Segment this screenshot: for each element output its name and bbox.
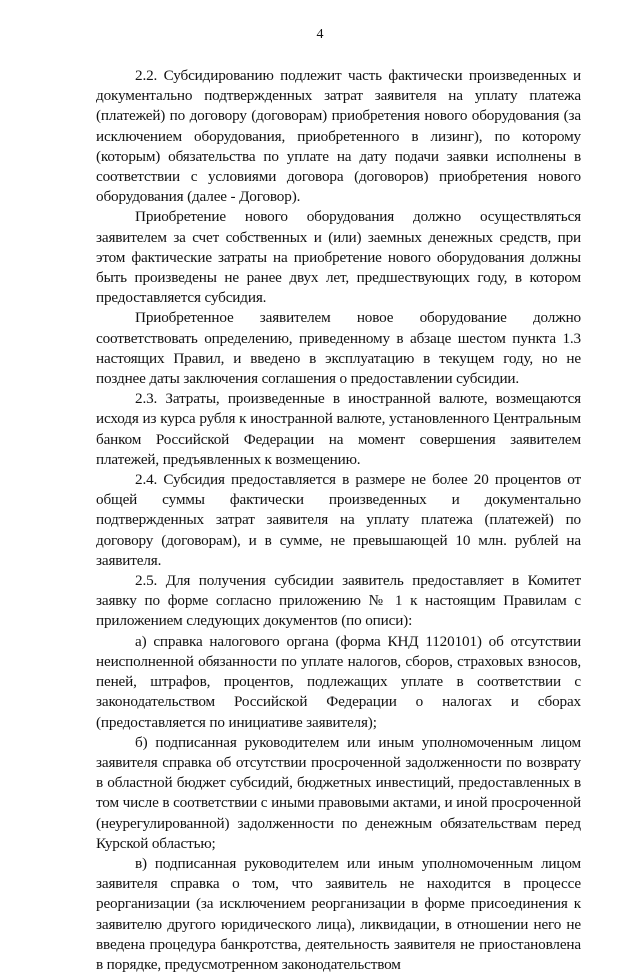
list-item-v: в) подписанная руководителем или иным уполномоченным лицом заявителя справка о том, что заявитель не находится в процессе реорганизации (за исключением реорганизации в форме присоединения к заявителю другого юридического лица), ликвидации, в отношении него не введена процедура банкротства, деятельность заявителя не приостановлена в порядке, предусмотренном законодательством (96, 854, 581, 973)
list-item-b: б) подписанная руководителем или иным уполномоченным лицом заявителя справка об отсутствии просроченной задолженности по возврату в областной бюджет субсидий, бюджетных инвестиций, предоставленных в том числе в соответствии с иными правовыми актами, и иной просроченной (неурегулированной) задолженности по денежным обязательствам перед Курской областью; (96, 733, 581, 852)
list-item-a: а) справка налогового органа (форма КНД 1120101) об отсутствии неисполненной обязанности по уплате налогов, сборов, страховых взносов, пеней, штрафов, процентов, подлежащих уплате в соответствии с законодательством Российской Федерации о налогах и сборах (предоставляется по инициативе заявителя); (96, 632, 581, 731)
paragraph-2-3: 2.3. Затраты, произведенные в иностранной валюте, возмещаются исходя из курса рубля к иностранной валюте, установленного Центральным банком Российской Федерации на момент совершения заявителем платежей, предъявленных к возмещению. (96, 390, 581, 468)
paragraph-equipment-definition: Приобретенное заявителем новое оборудование должно соответствовать определению, приведенному в абзаце шестом пункта 1.3 настоящих Правил, и введено в эксплуатацию в текущем году, но не позднее даты заключения соглашения о предоставлении субсидии. (96, 309, 581, 388)
paragraph-2-2: 2.2. Субсидированию подлежит часть фактически произведенных и документально подтвержденных затрат заявителя на уплату платежа (платежей) по договору (договорам) приобретения нового оборудования (за исключением оборудования, приобретенного в лизинг), по которому (которым) обязательства по уплате на дату подачи заявки исполнены в соответствии с условиями договора (договоров) приобретения нового оборудования (далее - Договор). (96, 67, 581, 206)
document-body (96, 66, 581, 975)
paragraph-2-4: 2.4. Субсидия предоставляется в размере не более 20 процентов от общей суммы фактически произведенных и документально подтвержденных затрат заявителя на уплату платежа (платежей) по договору (договорам), и в сумме, не превышающей 10 млн. рублей на заявителя. (96, 471, 581, 569)
page-number: 4 (316, 27, 324, 42)
paragraph-equipment-purchase: Приобретение нового оборудования должно осуществляться заявителем за счет собственных и (или) заемных денежных средств, при этом фактические затраты на приобретение нового оборудования должны быть произведены не ранее двух лет, предшествующих году, в котором предоставляется субсидия. (96, 208, 581, 307)
paragraph-2-5: 2.5. Для получения субсидии заявитель предоставляет в Комитет заявку по форме согласно приложению № 1 к настоящим Правилам с приложением следующих документов (по описи): (96, 572, 581, 630)
